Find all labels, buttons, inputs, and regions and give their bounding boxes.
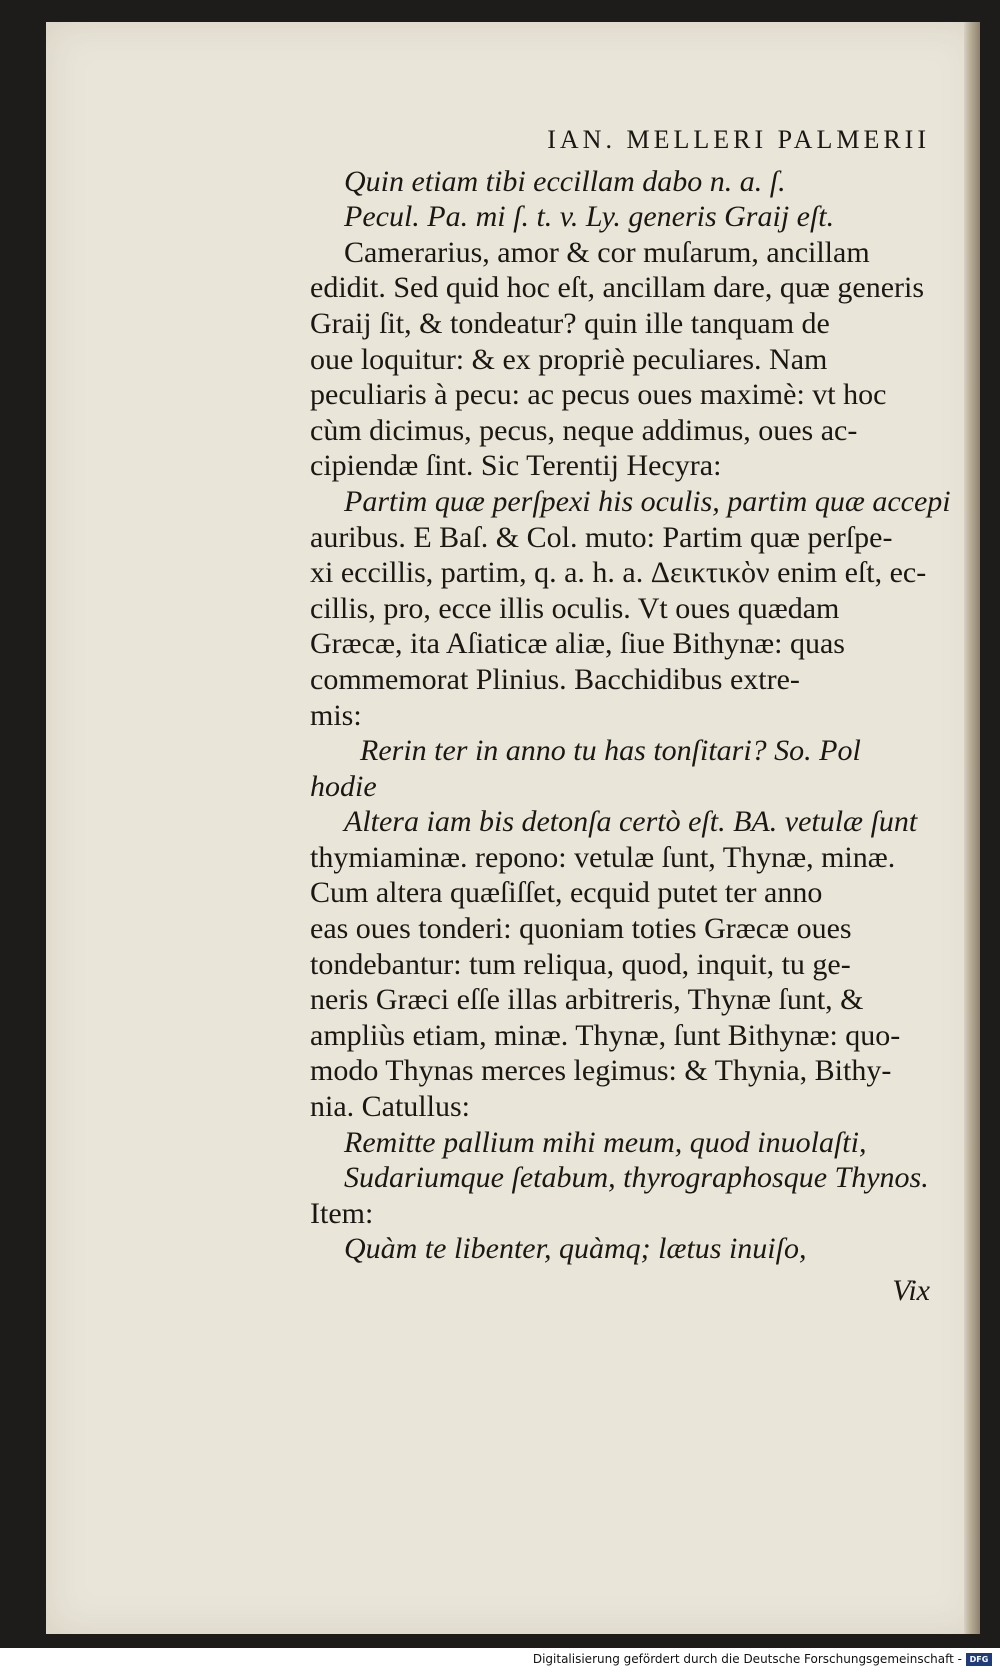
text-line: tondebantur: tum reliqua, quod, inquit, tu ge- <box>310 947 851 981</box>
text-line: Partim quæ perſpexi his oculis, partim quæ accepi <box>344 484 951 518</box>
text-line: mis: <box>310 698 362 732</box>
text-line: commemorat Plinius. Bacchidibus extre- <box>310 662 800 696</box>
text-lines <box>310 164 950 1267</box>
text-line: ampliùs etiam, minæ. Thynæ, ſunt Bithynæ: quo- <box>310 1018 901 1052</box>
text-line: peculiaris à pecu: ac pecus oues maximè: vt hoc <box>310 378 887 412</box>
text-line: Altera iam bis detonſa certò eſt. BA. vetulæ ſunt <box>344 805 918 839</box>
footer-credit: Digitalisierung gefördert durch die Deutsche Forschungsgemeinschaft - <box>532 1652 962 1666</box>
text-line: Cum altera quæſiſſet, ecquid putet ter anno <box>310 876 823 910</box>
text-line: Remitte pallium mihi meum, quod inuolaſti, <box>344 1125 867 1159</box>
text-line: Quin etiam tibi eccillam dabo n. a. ſ. <box>344 164 786 198</box>
text-line: nia. Catullus: <box>310 1090 470 1124</box>
text-line: modo Thynas merces legimus: & Thynia, Bithy- <box>310 1054 892 1088</box>
book-page <box>46 22 980 1634</box>
text-line: xi eccillis, partim, q. a. h. a. Δεικτικὸν enim eſt, ec- <box>310 556 927 590</box>
running-header: IAN. MELLERI PALMERII <box>547 125 930 154</box>
text-line: cùm dicimus, pecus, neque addimus, oues ac- <box>310 413 858 447</box>
text-line: hodie <box>310 769 377 803</box>
text-line: Græcæ, ita Aſiaticæ aliæ, ſiue Bithynæ: quas <box>310 627 845 661</box>
text-line: auribus. E Baſ. & Col. muto: Partim quæ perſpe- <box>310 520 893 554</box>
dfg-logo: DFG <box>966 1653 992 1666</box>
text-line: cillis, pro, ecce illis oculis. Vt oues quædam <box>310 591 840 625</box>
text-line: Graij ſit, & tondeatur? quin ille tanquam de <box>310 306 830 340</box>
text-line: Item: <box>310 1196 374 1230</box>
digitization-footer <box>0 1648 1000 1672</box>
text-line: Camerarius, amor & cor muſarum, ancillam <box>344 235 870 269</box>
text-line: cipiendæ ſint. Sic Terentij Hecyra: <box>310 449 722 483</box>
page-text <box>310 122 950 1309</box>
catchword: Vix <box>892 1274 930 1307</box>
text-line: Quàm te libenter, quàmq; lætus inuiſo, <box>344 1232 807 1266</box>
page-edge <box>964 22 980 1634</box>
text-line: Rerin ter in anno tu has tonſitari? So. Pol <box>360 734 861 768</box>
text-line: thymiaminæ. repono: vetulæ ſunt, Thynæ, minæ. <box>310 840 896 874</box>
text-line: oue loquitur: & ex propriè peculiares. Nam <box>310 342 828 376</box>
text-line: Sudariumque ſetabum, thyrographosque Thynos. <box>344 1161 929 1195</box>
text-line: Pecul. Pa. mi ſ. t. v. Ly. generis Graij eſt. <box>344 200 835 234</box>
text-line: eas oues tonderi: quoniam toties Græcæ oues <box>310 912 852 946</box>
text-line: neris Græci eſſe illas arbitreris, Thynæ ſunt, & <box>310 983 864 1017</box>
text-line: edidit. Sed quid hoc eſt, ancillam dare, quæ generis <box>310 271 925 305</box>
